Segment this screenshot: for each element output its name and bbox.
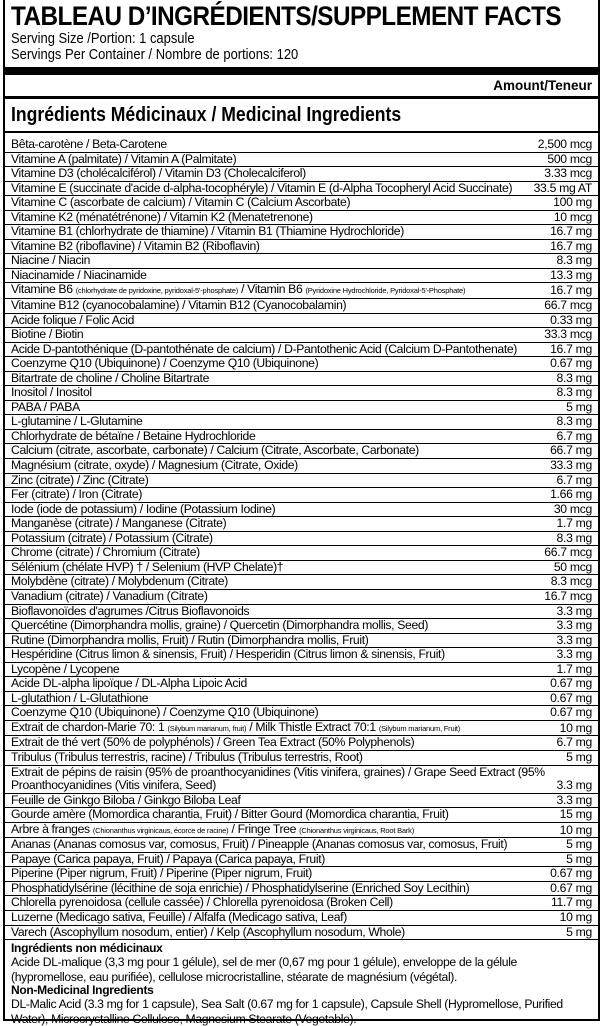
ingredient-row (5, 138, 598, 153)
ingredient-row (5, 357, 598, 372)
ingredient-amount: 1.7 mg (556, 516, 592, 531)
ingredient-name (11, 546, 200, 560)
ingredient-row (5, 182, 598, 197)
ingredient-row (5, 517, 598, 532)
ingredient-name (11, 343, 517, 357)
ingredient-name (11, 196, 350, 210)
ingredient-amount: 3.33 mcg (544, 166, 592, 181)
ingredient-name-main: Manganèse (citrate) / Manganese (Citrate) (11, 516, 227, 531)
ingredient-row (5, 794, 598, 809)
ingredient-amount: 3.3 mg (556, 792, 592, 807)
ingredient-name (11, 853, 325, 867)
ingredient-amount: 10 mg (559, 822, 592, 837)
ingredient-name-main: Arbre à franges (11, 821, 90, 836)
ingredient-row (5, 269, 598, 284)
ingredient-name (11, 182, 512, 196)
ingredient-name-main: Vitamine C (ascorbate de calcium) / Vitamin C (Calcium Ascorbate) (11, 195, 351, 210)
ingredient-amount: 100 mg (553, 195, 592, 210)
ingredient-name-main: Rutine (Dimorphandra mollis, Fruit) / Rutin (Dimorphandra mollis, Fruit) (11, 632, 369, 647)
ingredient-name-main: L-glutathion / L-Glutathione (11, 690, 149, 705)
ingredient-name-main: Chrome (citrate) / Chromium (Citrate) (11, 545, 200, 560)
ingredient-name-english: / Milk Thistle Extract 70:1 (249, 719, 376, 734)
ingredient-name-main: Chlorhydrate de bétaïne / Betaine Hydrochloride (11, 428, 256, 443)
ingredient-name-main: Coenzyme Q10 (Ubiquinone) / Coenzyme Q10 (Ubiquinone) (11, 705, 319, 720)
ingredient-name (11, 372, 209, 386)
ingredient-name (11, 882, 469, 896)
ingredient-name-main: Vitamine B2 (riboflavine) / Vitamin B2 (Riboflavin) (11, 238, 260, 253)
ingredient-name-source-english: (Chionanthus virginicaus, Root Bark) (299, 825, 415, 835)
ingredient-amount: 66.7 mg (550, 443, 592, 458)
ingredient-amount: 33.3 mcg (544, 327, 592, 342)
ingredient-amount: 5 mg (566, 924, 592, 939)
ingredient-name (11, 444, 419, 458)
ingredient-amount: 8.3 mg (556, 414, 592, 429)
ingredient-row (5, 911, 598, 926)
ingredient-row (5, 372, 598, 387)
ingredient-row (5, 721, 598, 737)
ingredient-amount: 10 mg (559, 909, 592, 924)
ingredient-name-main: Tribulus (Tribulus terrestris, racine) / Tribulus (Tribulus terrestris, Root) (11, 749, 363, 764)
ingredient-amount: 16.7 mcg (544, 588, 592, 603)
ingredient-name (11, 736, 414, 750)
ingredient-name (11, 766, 557, 793)
ingredient-name-source: (Chionanthus virginicaus, écorce de racine) (92, 825, 229, 835)
ingredient-name (11, 488, 142, 502)
ingredient-amount: 500 mcg (547, 151, 592, 166)
ingredient-name-main: Vitamine B12 (cyanocobalamine) / Vitamin B12 (Cyanocobalamin) (11, 298, 347, 313)
ingredient-name (11, 619, 428, 633)
ingredient-name (11, 926, 405, 940)
non-medicinal-fr-heading: Ingrédients non médicinaux (11, 941, 163, 956)
ingredient-row (5, 153, 598, 168)
ingredient-row (5, 634, 598, 649)
ingredient-name (11, 663, 119, 677)
ingredient-name-main: Acide D-pantothénique (D-pantothénate de calcium) / D-Pantothenic Acid (Calcium D-Pantothenate) (11, 341, 517, 356)
ingredient-name (11, 794, 241, 808)
ingredient-amount: 16.7 mg (550, 238, 592, 253)
ingredient-name-main: Vitamine B1 (chlorhydrate de thiamine) / Vitamin B1 (Thiamine Hydrochloride) (11, 224, 404, 239)
ingredient-row (5, 532, 598, 547)
ingredient-name (11, 283, 465, 298)
ingredient-name-main: Bioflavonoïdes d'agrumes /Citrus Bioflavonoids (11, 603, 250, 618)
ingredient-amount: 5 mg (566, 749, 592, 764)
ingredient-name (11, 532, 213, 546)
ingredient-amount: 8.3 mg (556, 530, 592, 545)
ingredient-amount: 16.7 mg (550, 224, 592, 239)
supplement-facts-panel (3, 0, 600, 1026)
ingredient-row (5, 838, 598, 853)
ingredient-name-main: Niacine / Niacin (11, 253, 91, 268)
ingredient-amount: 6.7 mg (556, 472, 592, 487)
ingredient-amount: 0.67 mg (550, 676, 592, 691)
ingredient-row (5, 853, 598, 868)
ingredient-amount: 5 mg (566, 399, 592, 414)
ingredient-name-main: Chlorella pyrenoidosa (cellule cassée) / Chlorella pyrenoidosa (Broken Cell) (11, 895, 393, 910)
non-medicinal-en-text: DL-Malic Acid (3.3 mg for 1 capsule), Sea Salt (0.67 mg for 1 capsule), Capsule Shell (Hypromellose, Purified Water), Microcrystalline Cellulose, Magnesium Stearate (Vegetable). (11, 997, 563, 1026)
ingredient-amount: 0.67 mg (550, 690, 592, 705)
ingredient-row (5, 648, 598, 663)
ingredient-name (11, 634, 368, 648)
ingredient-name (11, 503, 275, 517)
ingredient-row (5, 736, 598, 751)
ingredient-name-source: (chlorhydrate de pyridoxine, pyridoxal-5'-phosphate) (75, 286, 239, 296)
medicinal-heading: Ingrédients Médicinaux / Medicinal Ingredients (11, 104, 402, 126)
heading-divider (5, 131, 598, 133)
ingredient-row (5, 225, 598, 240)
ingredient-name-main: Niacinamide / Niacinamide (11, 267, 147, 282)
ingredient-amount: 10 mcg (553, 209, 592, 224)
ingredient-amount: 3.3 mg (556, 603, 592, 618)
ingredient-name (11, 911, 347, 925)
ingredient-name-main: Gourde amère (Momordica charantia, Fruit) / Bitter Gourd (Momordica charantia, Fruit) (11, 807, 449, 822)
ingredient-name-main: Acide DL-alpha lipoïque / DL-Alpha Lipoic Acid (11, 676, 247, 691)
ingredient-name (11, 517, 226, 531)
ingredient-amount: 11.7 mg (550, 895, 592, 910)
ingredient-amount: 3.3 mg (556, 618, 592, 633)
ingredient-name (11, 823, 414, 838)
ingredient-row (5, 823, 598, 839)
ingredient-amount: 0.67 mg (550, 880, 592, 895)
ingredient-amount: 2,500 mcg (537, 137, 592, 151)
ingredient-name-main: Iode (iode de potassium) / Iodine (Potassium Iodine) (11, 501, 276, 516)
ingredient-row (5, 314, 598, 329)
ingredient-name (11, 314, 134, 328)
ingredient-name-main: Vitamine B6 (11, 282, 73, 297)
ingredient-name (11, 240, 260, 254)
ingredient-name (11, 561, 283, 575)
ingredient-row (5, 692, 598, 707)
ingredient-amount: 13.3 mg (550, 267, 592, 282)
ingredient-name-main: L-glutamine / L-Glutamine (11, 414, 143, 429)
ingredient-name-english: / Vitamin B6 (241, 282, 303, 297)
ingredient-row (5, 808, 598, 823)
ingredient-name-main: Coenzyme Q10 (Ubiquinone) / Coenzyme Q10 (Ubiquinone) (11, 356, 319, 371)
ingredient-name (11, 357, 318, 371)
ingredient-row (5, 430, 598, 445)
ingredient-row (5, 240, 598, 255)
ingredient-name-main: Inositol / Inositol (11, 385, 92, 400)
ingredient-name-main: Molybdène (citrate) / Molybdenum (Citrate) (11, 574, 228, 589)
ingredient-amount: 3.3 mg (556, 632, 592, 647)
ingredient-amount: 0.67 mg (550, 705, 592, 720)
ingredient-amount: 10 mg (559, 720, 592, 735)
ingredient-name (11, 605, 249, 619)
ingredient-name (11, 328, 83, 342)
ingredient-row (5, 619, 598, 634)
ingredient-name-source-english: (Silybum marianum, Fruit) (378, 723, 461, 733)
ingredient-row (5, 663, 598, 678)
ingredient-name (11, 386, 92, 400)
ingredient-name (11, 648, 445, 662)
ingredient-row (5, 343, 598, 358)
ingredient-amount: 16.7 mg (550, 283, 592, 298)
ingredient-amount: 16.7 mg (550, 341, 592, 356)
ingredient-name (11, 474, 148, 488)
ingredient-name (11, 896, 393, 910)
ingredient-amount: 3.3 mg (556, 778, 592, 793)
ingredient-amount: 8.3 mg (556, 253, 592, 268)
ingredient-row (5, 926, 598, 941)
ingredient-row (5, 867, 598, 882)
ingredient-amount: 33.3 mg (550, 458, 592, 473)
ingredient-row (5, 328, 598, 343)
ingredient-name (11, 254, 90, 268)
ingredient-row (5, 882, 598, 897)
ingredient-row (5, 590, 598, 605)
ingredient-name (11, 225, 404, 239)
ingredient-name (11, 415, 142, 429)
ingredient-row (5, 561, 598, 576)
ingredient-row (5, 196, 598, 211)
ingredient-name-main: Feuille de Ginkgo Biloba / Ginkgo Biloba Leaf (11, 792, 241, 807)
ingredient-name-source-english: (Pyridoxine Hydrochloride, Pyridoxal-5'-Phosphate) (305, 286, 466, 296)
ingredient-name-main: Extrait de thé vert (50% de polyphénols) / Green Tea Extract (50% Polyphenols) (11, 735, 415, 750)
ingredient-name-source: (Silybum marianum, fruit) (167, 723, 247, 733)
medium-divider (5, 96, 598, 99)
ingredient-name (11, 153, 236, 167)
ingredient-amount: 66.7 mcg (544, 545, 592, 560)
ingredient-name (11, 721, 460, 736)
ingredient-name (11, 167, 306, 181)
ingredient-name-main: Lycopène / Lycopene (11, 661, 120, 676)
ingredient-amount: 15 mg (559, 807, 592, 822)
ingredient-amount: 0.67 mg (550, 866, 592, 881)
ingredient-row (5, 766, 598, 794)
ingredient-name (11, 575, 228, 589)
ingredient-name-main: Vitamine D3 (cholécalciférol) / Vitamin D3 (Cholecalciferol) (11, 166, 306, 181)
ingredient-row (5, 706, 598, 721)
ingredient-name (11, 299, 346, 313)
ingredient-amount: 33.5 mg AT (533, 180, 592, 195)
servings-per-container: Servings Per Container / Nombre de portions: 120 (11, 47, 299, 63)
ingredient-row (5, 283, 598, 299)
ingredient-name (11, 211, 313, 225)
ingredient-amount: 66.7 mcg (544, 298, 592, 313)
ingredient-amount: 30 mcg (553, 501, 592, 516)
ingredient-name-main: Varech (Ascophyllum nosodum, entier) / Kelp (Ascophyllum nosodum, Whole) (11, 924, 405, 939)
ingredient-name-main: Vitamine A (palmitate) / Vitamin A (Palmitate) (11, 151, 237, 166)
ingredient-name-main: Vanadium (citrate) / Vanadium (Citrate) (11, 588, 208, 603)
ingredient-name-main: Sélénium (chélate HVP) † / Selenium (HVP Chelate)† (11, 559, 284, 574)
ingredient-amount: 50 mcg (553, 559, 592, 574)
thick-divider (5, 67, 598, 75)
ingredient-amount: 8.3 mcg (550, 574, 592, 589)
ingredient-row (5, 546, 598, 561)
ingredient-row (5, 386, 598, 401)
ingredient-name-main: PABA / PABA (11, 399, 80, 414)
ingredient-row (5, 415, 598, 430)
ingredient-name (11, 706, 318, 720)
ingredient-name-main: Potassium (citrate) / Potassium (Citrate) (11, 530, 213, 545)
ingredient-name (11, 751, 363, 765)
ingredient-row (5, 401, 598, 416)
ingredient-amount: 3.3 mg (556, 647, 592, 662)
ingredient-row (5, 575, 598, 590)
ingredient-name-english: / Fringe Tree (231, 821, 297, 836)
ingredient-amount: 5 mg (566, 851, 592, 866)
ingredient-amount: 6.7 mg (556, 428, 592, 443)
ingredient-name-main: Calcium (citrate, ascorbate, carbonate) / Calcium (Citrate, Ascorbate, Carbonate) (11, 443, 419, 458)
ingredient-name-main: Ananas (Ananas comosus var, comosus, Fruit) / Pineapple (Ananas comosus var, comosus, Fruit) (11, 837, 508, 852)
ingredient-name (11, 808, 449, 822)
ingredient-name (11, 269, 147, 283)
ingredient-name (11, 138, 167, 152)
ingredient-row (5, 459, 598, 474)
ingredient-name-main: Phosphatidylsérine (lécithine de soja enrichie) / Phosphatidylserine (Enriched Soy Lecithin) (11, 880, 470, 895)
ingredient-name (11, 692, 148, 706)
ingredient-name-main: Papaye (Carica papaya, Fruit) / Papaya (Carica papaya, Fruit) (11, 851, 325, 866)
ingredient-name-main: Piperine (Piper nigrum, Fruit) / Piperine (Piper nigrum, Fruit) (11, 866, 313, 881)
ingredient-name (11, 459, 298, 473)
non-medicinal-section (5, 942, 598, 1026)
ingredient-amount: 0.67 mg (550, 356, 592, 371)
ingredient-row (5, 896, 598, 911)
ingredient-name-main: Fer (citrate) / Iron (Citrate) (11, 487, 143, 502)
ingredient-row (5, 751, 598, 766)
ingredient-row (5, 254, 598, 269)
ingredient-row (5, 488, 598, 503)
ingredient-name (11, 401, 80, 415)
ingredient-row (5, 503, 598, 518)
ingredient-name (11, 838, 507, 852)
ingredient-amount: 5 mg (566, 837, 592, 852)
ingredient-name-main: Acide folique / Folic Acid (11, 312, 134, 327)
ingredient-name-main: Vitamine K2 (ménatétrénone) / Vitamin K2 (Menatetrenone) (11, 209, 313, 224)
non-medicinal-fr-text: Acide DL-malique (3,3 mg pour 1 gélule), sel de mer (0,67 mg pour 1 gélule), enveloppe de la gélule (hypromellose, eau purifiée), cellulose microcristalline, stéarate de magnésium (végétal). (11, 955, 517, 984)
ingredient-name (11, 590, 208, 604)
ingredient-name-main: Quercétine (Dimorphandra mollis, graine) / Quercetin (Dimorphandra mollis, Seed) (11, 618, 429, 633)
ingredient-name (11, 430, 255, 444)
non-medicinal-en-heading: Non-Medicinal Ingredients (11, 983, 154, 998)
ingredient-amount: 1.7 mg (556, 661, 592, 676)
ingredient-name-main: Luzerne (Medicago sativa, Feuille) / Alfalfa (Medicago sativa, Leaf) (11, 909, 347, 924)
ingredient-row (5, 167, 598, 182)
ingredient-name (11, 867, 312, 881)
ingredient-name-main: Hespéridine (Citrus limon & sinensis, Fruit) / Hesperidin (Citrus limon & sinensis, Fruit) (11, 647, 445, 662)
ingredient-amount: 8.3 mg (556, 370, 592, 385)
ingredient-name (11, 677, 247, 691)
ingredient-row (5, 211, 598, 226)
ingredient-amount: 6.7 mg (556, 735, 592, 750)
ingredient-row (5, 605, 598, 620)
ingredient-name-main: Bêta-carotène / Beta-Carotene (11, 137, 167, 151)
ingredient-row (5, 677, 598, 692)
ingredient-name-main: Vitamine E (succinate d'acide d-alpha-tocophéryle) / Vitamin E (d-Alpha Tocopheryl Acid Succinate) (11, 180, 513, 195)
ingredient-amount: 1.66 mg (550, 487, 592, 502)
ingredient-row (5, 299, 598, 314)
amount-header: Amount/Teneur (493, 78, 592, 93)
ingredient-row (5, 474, 598, 489)
ingredient-row (5, 444, 598, 459)
ingredient-amount: 8.3 mg (556, 385, 592, 400)
ingredient-name-main: Bitartrate de choline / Choline Bitartrate (11, 370, 210, 385)
ingredient-name-main: Biotine / Biotin (11, 327, 84, 342)
serving-size: Serving Size /Portion: 1 capsule (11, 31, 195, 47)
ingredient-name-main: Zinc (citrate) / Zinc (Citrate) (11, 472, 149, 487)
ingredient-name-main: Extrait de chardon-Marie 70: 1 (11, 719, 165, 734)
ingredient-name-main: Magnésium (citrate, oxyde) / Magnesium (Citrate, Oxide) (11, 458, 298, 473)
label-title: TABLEAU D’INGRÉDIENTS/SUPPLEMENT FACTS (11, 1, 562, 31)
ingredient-amount: 0.33 mg (550, 312, 592, 327)
ingredient-list (5, 138, 598, 940)
ingredient-name-main: Extrait de pépins de raisin (95% de proanthocyanidines (Vitis vinifera, graines) / Grape Seed Extract (95% Proanthocyanidines (Vitis vinifera, Seed) (11, 764, 545, 793)
